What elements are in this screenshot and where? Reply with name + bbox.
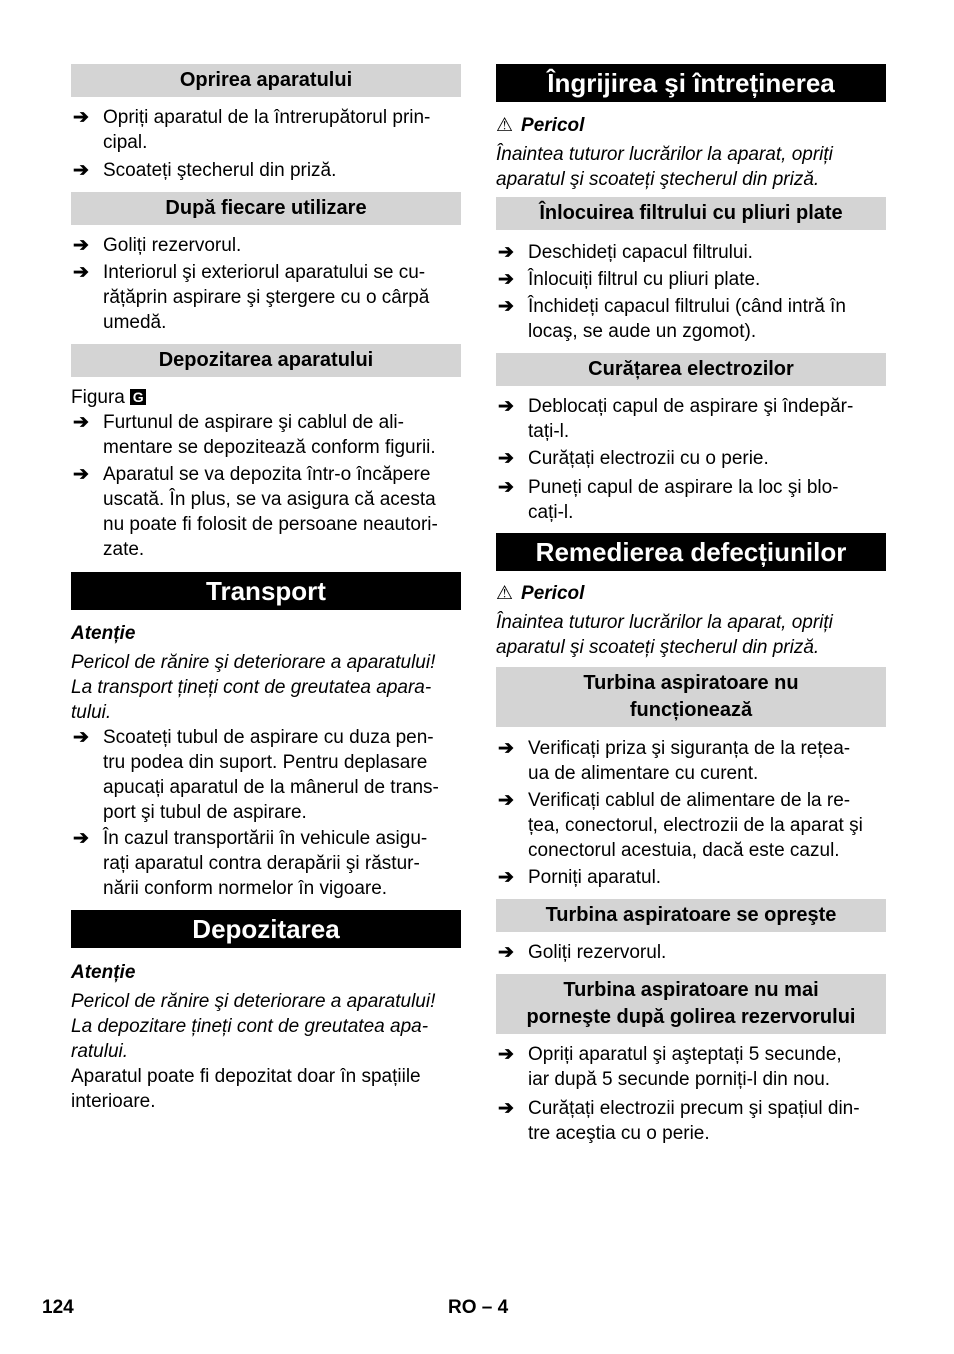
arrow-icon: ➔ xyxy=(498,738,514,759)
section-heading-inlocuirea: Înlocuirea filtrului cu pliuri plate xyxy=(496,197,886,230)
paragraph: Aparatul poate fi depozitat doar în spațiile interioare. xyxy=(71,1066,421,1112)
danger-text: Înaintea tuturor lucrărilor la aparat, opriți aparatul şi scoateți ştecherul din priză. xyxy=(496,612,833,658)
arrow-icon: ➔ xyxy=(498,477,514,498)
arrow-icon: ➔ xyxy=(498,867,514,888)
warning-triangle-icon: ⚠ xyxy=(496,583,514,604)
list-item-text: În cazul transportării în vehicule asigu- rați aparatul contra derapării şi răstur- nării conform normelor în vigoare. xyxy=(103,828,428,899)
arrow-icon: ➔ xyxy=(498,296,514,317)
section-footer: RO – 4 xyxy=(448,1297,509,1318)
list-item xyxy=(71,233,461,258)
arrow-icon: ➔ xyxy=(498,942,514,963)
caution-label: Atenție xyxy=(71,623,136,644)
arrow-icon: ➔ xyxy=(73,464,89,485)
danger-label: Pericol xyxy=(521,583,585,604)
arrow-icon: ➔ xyxy=(73,160,89,181)
list-item-text: Verificați cablul de alimentare de la re- țea, conectorul, electrozii de la aparat şi conectorul acestuia, dacă este cazul. xyxy=(528,790,863,861)
list-item xyxy=(496,865,886,890)
arrow-icon: ➔ xyxy=(498,1098,514,1119)
arrow-icon: ➔ xyxy=(498,242,514,263)
arrow-icon: ➔ xyxy=(73,727,89,748)
page-number: 124 xyxy=(42,1297,74,1318)
list-item xyxy=(71,826,461,901)
list-item-text: Porniți aparatul. xyxy=(528,867,662,888)
arrow-icon: ➔ xyxy=(73,828,89,849)
list-item xyxy=(496,267,886,292)
list-item-text: Verificați priza şi siguranța de la rețea- ua de alimentare cu curent. xyxy=(528,738,851,784)
chapter-heading-transport: Transport xyxy=(71,572,461,610)
arrow-icon: ➔ xyxy=(73,412,89,433)
danger-label: Pericol xyxy=(521,115,585,136)
list-item xyxy=(71,105,461,155)
list-item-text: Aparatul se va depozita într-o încăpere uscată. În plus, se va asigura că acesta nu poate fi folosit de persoane neautori- zate. xyxy=(103,464,438,560)
list-item xyxy=(496,475,886,525)
list-item xyxy=(496,394,886,444)
list-item xyxy=(71,158,461,183)
section-heading-oprirea: Oprirea aparatului xyxy=(71,64,461,97)
arrow-icon: ➔ xyxy=(73,107,89,128)
list-item-text: Goliți rezervorul. xyxy=(103,235,242,256)
list-item xyxy=(496,736,886,786)
arrow-icon: ➔ xyxy=(73,235,89,256)
list-item xyxy=(496,446,886,471)
caution-text: Pericol de rănire şi deteriorare a aparatului! La transport țineți cont de greutatea apara- tului. xyxy=(71,652,436,723)
list-item xyxy=(496,940,886,965)
list-item-text: Deschideți capacul filtrului. xyxy=(528,242,753,263)
list-item xyxy=(496,294,886,344)
list-item xyxy=(496,788,886,863)
figure-letter-badge: G xyxy=(130,389,146,405)
list-item-text: Opriți aparatul şi aşteptați 5 secunde, iar după 5 secunde porniți-l din nou. xyxy=(528,1044,842,1090)
list-item xyxy=(71,725,461,825)
section-heading-turbina-opreste: Turbina aspiratoare se opreşte xyxy=(496,899,886,932)
figure-label: Figura xyxy=(71,387,125,408)
arrow-icon: ➔ xyxy=(498,790,514,811)
figure-reference xyxy=(71,385,461,410)
section-heading-curatarea: Curățarea electrozilor xyxy=(496,353,886,386)
section-heading-turbina-nu-mai: Turbina aspiratoare nu mai porneşte după golirea rezervorului xyxy=(496,974,886,1034)
chapter-heading-remedierea: Remedierea defecțiunilor xyxy=(496,533,886,571)
caution-label: Atenție xyxy=(71,962,136,983)
section-heading-depozitarea-aparatului: Depozitarea aparatului xyxy=(71,344,461,377)
arrow-icon: ➔ xyxy=(73,262,89,283)
list-item-text: Închideți capacul filtrului (când intră în locaş, se aude un zgomot). xyxy=(528,296,846,342)
list-item xyxy=(71,462,461,562)
chapter-heading-ingrijirea: Îngrijirea şi întreținerea xyxy=(496,64,886,102)
danger-heading xyxy=(496,113,886,138)
list-item-text: Curățați electrozii cu o perie. xyxy=(528,448,769,469)
section-heading-dupa: După fiecare utilizare xyxy=(71,192,461,225)
list-item xyxy=(496,1096,886,1146)
list-item-text: Înlocuiți filtrul cu pliuri plate. xyxy=(528,269,761,290)
arrow-icon: ➔ xyxy=(498,269,514,290)
list-item-text: Puneți capul de aspirare la loc şi blo- cați-l. xyxy=(528,477,839,523)
list-item xyxy=(496,240,886,265)
list-item-text: Deblocați capul de aspirare şi îndepăr- tați-l. xyxy=(528,396,854,442)
list-item xyxy=(71,260,461,335)
warning-triangle-icon: ⚠ xyxy=(496,115,514,136)
danger-text: Înaintea tuturor lucrărilor la aparat, opriți aparatul şi scoateți ştecherul din priză. xyxy=(496,144,833,190)
list-item xyxy=(496,1042,886,1092)
list-item-text: Scoateți ştecherul din priză. xyxy=(103,160,337,181)
arrow-icon: ➔ xyxy=(498,396,514,417)
arrow-icon: ➔ xyxy=(498,448,514,469)
list-item xyxy=(71,410,461,460)
arrow-icon: ➔ xyxy=(498,1044,514,1065)
list-item-text: Goliți rezervorul. xyxy=(528,942,667,963)
chapter-heading-depozitarea: Depozitarea xyxy=(71,910,461,948)
section-heading-turbina-nu: Turbina aspiratoare nu funcționează xyxy=(496,667,886,727)
danger-heading xyxy=(496,581,886,606)
caution-text: Pericol de rănire şi deteriorare a aparatului! La depozitare țineți cont de greutatea apa- ratului. xyxy=(71,991,436,1062)
list-item-text: Curățați electrozii precum şi spațiul din- tre aceştia cu o perie. xyxy=(528,1098,860,1144)
list-item-text: Interiorul şi exteriorul aparatului se cu- rățăprin aspirare şi ştergere cu o cârpă umedă. xyxy=(103,262,430,333)
list-item-text: Opriți aparatul de la întrerupătorul prin- cipal. xyxy=(103,107,431,153)
list-item-text: Scoateți tubul de aspirare cu duza pen- tru podea din suport. Pentru deplasare apucați aparatul de la mânerul de trans- port şi tubul de aspirare. xyxy=(103,727,439,823)
list-item-text: Furtunul de aspirare şi cablul de ali- mentare se depozitează conform figurii. xyxy=(103,412,436,458)
